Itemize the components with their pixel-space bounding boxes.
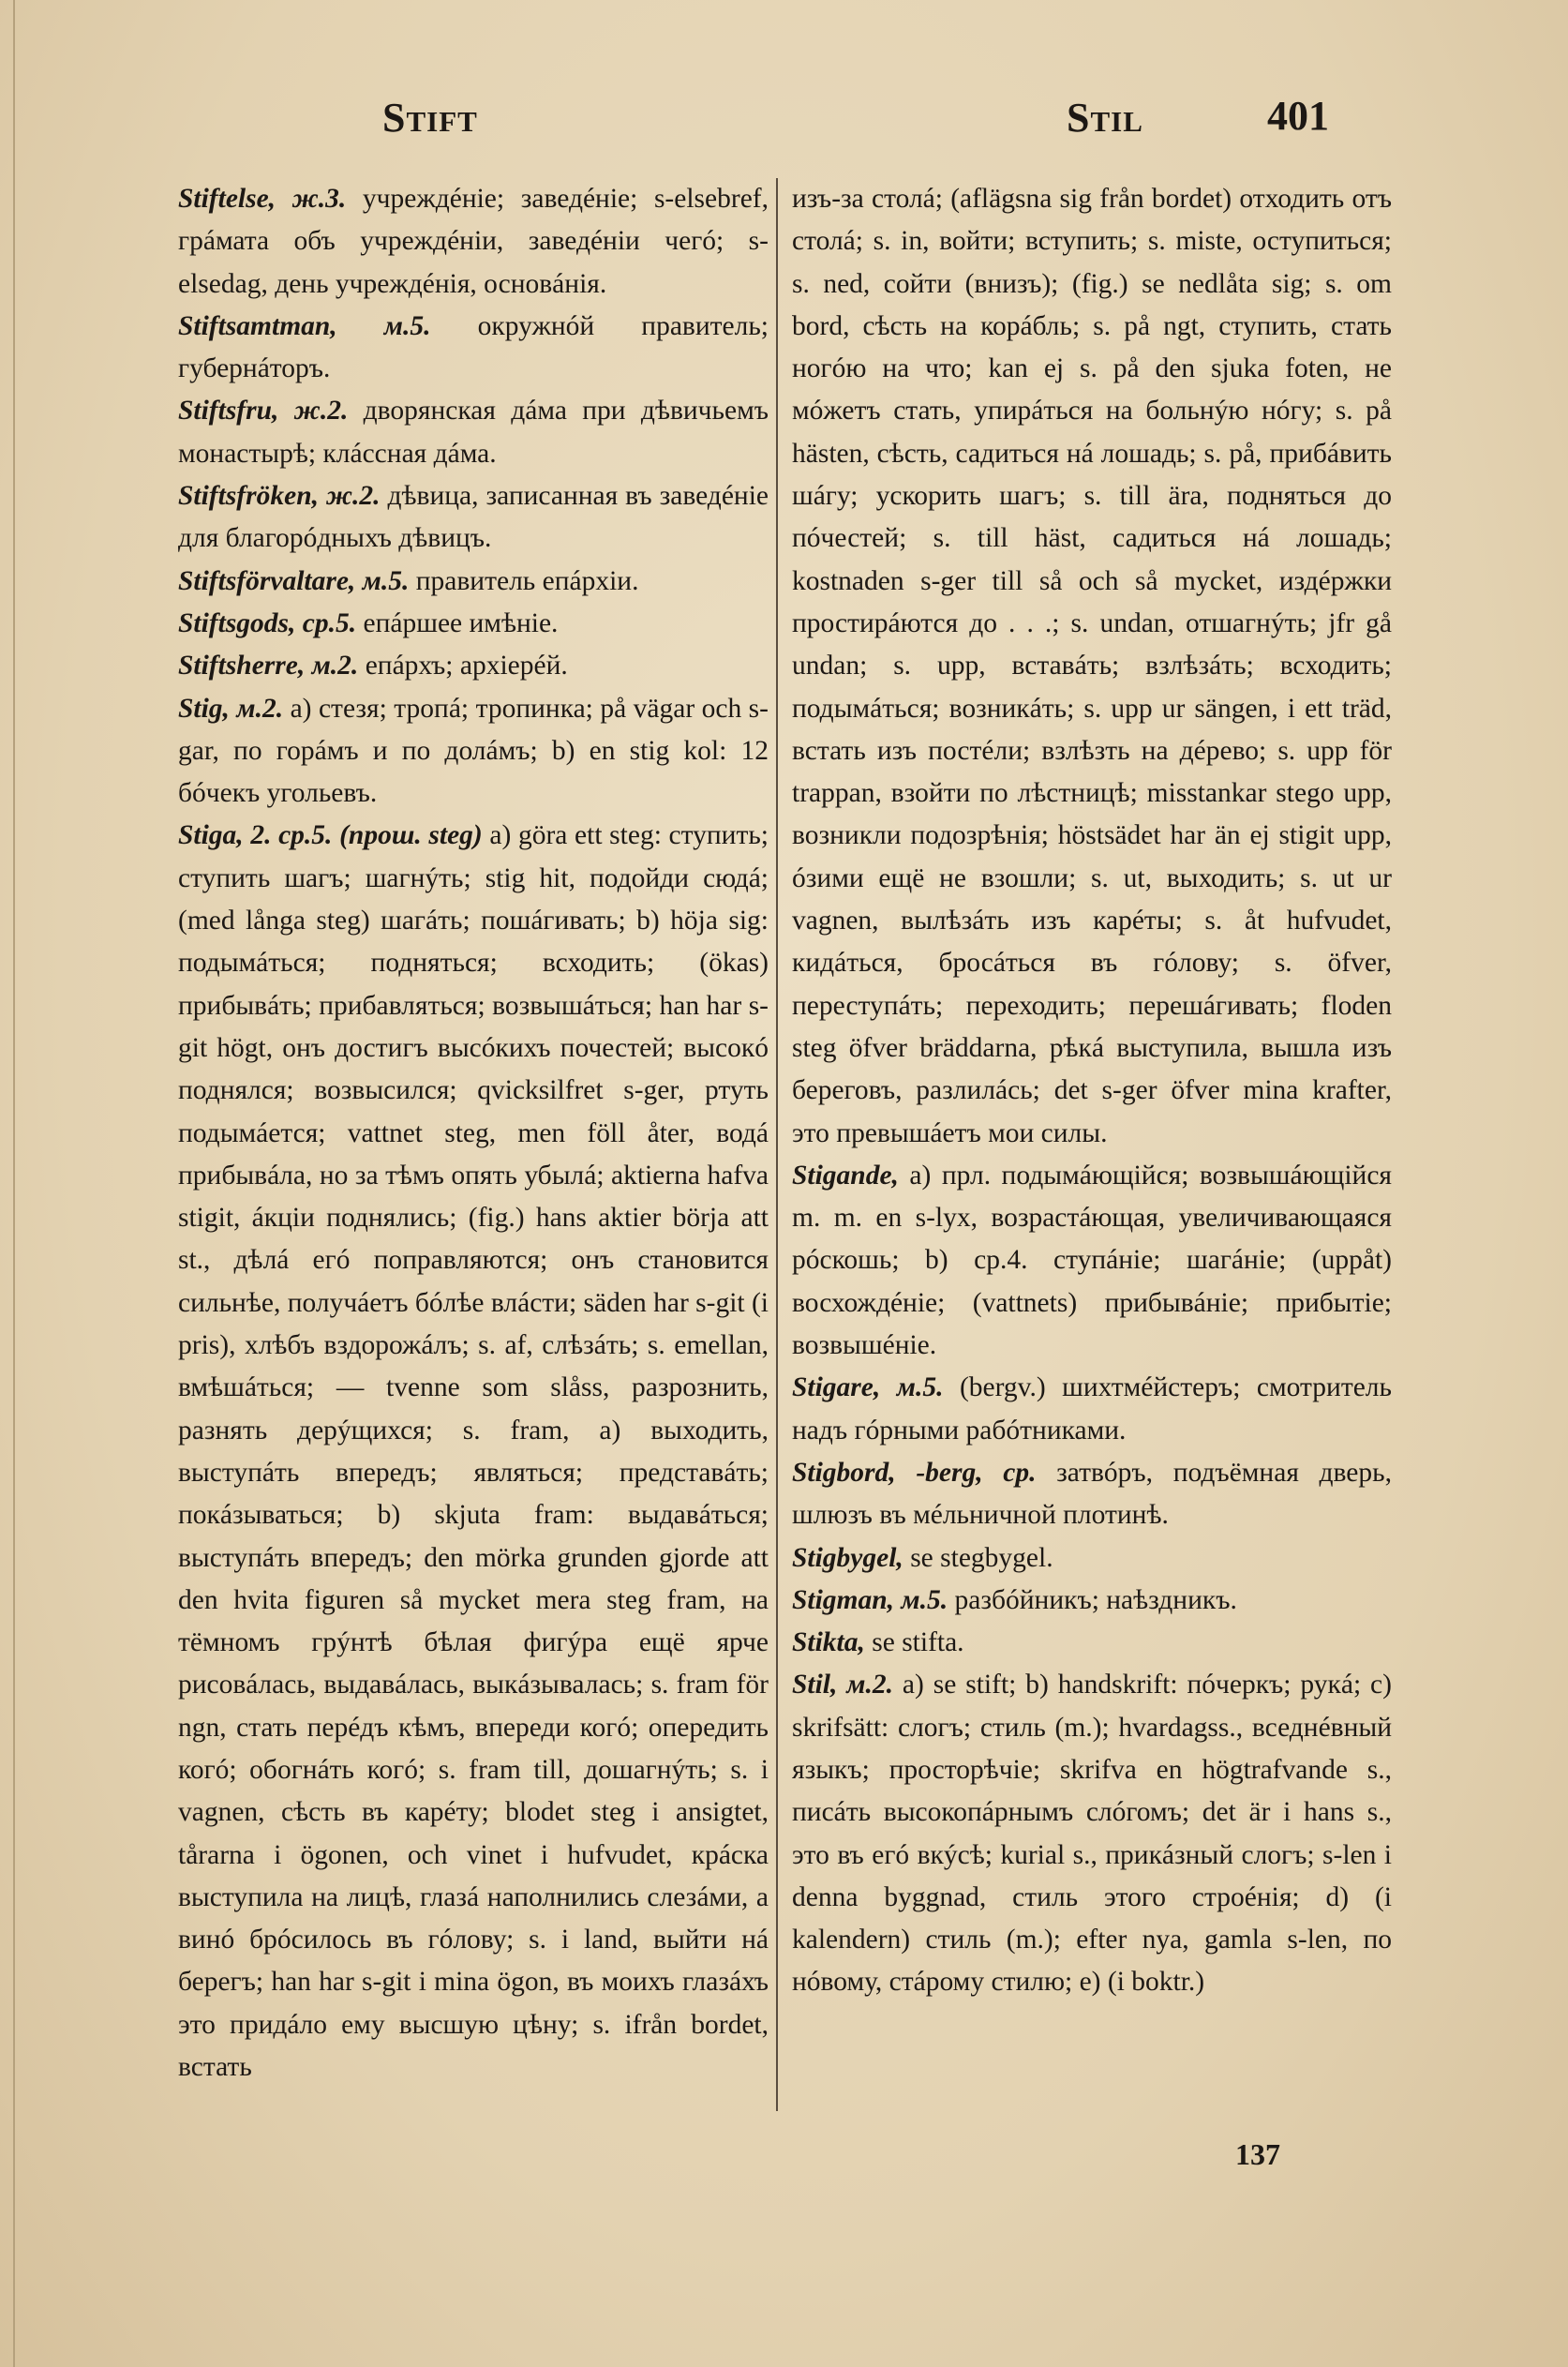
signature-mark: 137 bbox=[1235, 2137, 1280, 2171]
dictionary-entry bbox=[792, 1622, 1392, 1664]
entry-definition: а) прл. подымáющійся; возвышáющійся m. m. en s-lyx, возрастáющая, увеличивающаяся рóскошь; b) ср.4. ступáніе; шагáніе; (uppåt) восхождéніе; (vattnets) прибывáніе; прибытіе; возвышéніе. bbox=[792, 1160, 1392, 1361]
entry-definition: а) göra ett steg: ступить; ступить шагъ; шагнýть; stig hit, подойди сюдá; (med långa steg) шагáть; пошáгивать; b) höja sig: подымáться; подняться; всходить; (ökas) прибывáть; прибавляться; возвышáться; han har s-git högt, онъ достигъ высóкихъ почестей; высокó поднялся; возвысился; qvicksilfret s-ger, ртуть подымáется; vattnet steg, men föll åter, водá прибывáла, но за тѣмъ опять убылá; aktierna hafva stigit, áкціи поднялись; (fig.) hans aktier börja att st., дѣлá егó поправляются; онъ становится сильнѣе, получáетъ бóлѣе влáсти; säden har s-git (i pris), хлѣбъ вздорожáлъ; s. af, слѣзáть; s. emellan, вмѣшáться; — tvenne som slåss, разрознить, разнять дерýщихся; s. fram, а) выходить, выступáть впередъ; являться; представáть; покáзываться; b) skjuta fram: выдавáться; выступáть впередъ; den mörka grunden gjorde att den hvita figuren så mycket mera steg fram, на тёмномъ грýнтѣ бѣлая фигýра ещё ярче рисовáлась, выдавáлась, выкáзывалась; s. fram för ngn, стать перéдъ кѣмъ, впереди когó; опередить когó; обогнáть когó; s. fram till, дошагнýть; s. i vagnen, сѣсть въ карéту; blodet steg i ansigtet, tårarna i ögonen, och vinet i hufvudet, крáска выступила на лицѣ, глазá наполнились слезáми, а винó брóсилось въ гóлову; s. i land, выйти нá берегъ; han har s-git i mina ögon, въ моихъ глазáхъ это придáло ему высшую цѣну; s. ifrån bordet, встать bbox=[178, 820, 769, 2083]
entry-headword: Stigbygel, bbox=[792, 1542, 903, 1573]
entry-definition: а) стезя; тропá; тропинка; på vägar och s-gar, по горáмъ и по долáмъ; b) en stig kol: 12 бóчекъ угольевъ. bbox=[178, 693, 769, 809]
page-edge bbox=[13, 0, 15, 2367]
entry-headword: Stiftsfru, ж.2. bbox=[178, 396, 349, 427]
entry-headword: Stil, м.2. bbox=[792, 1670, 893, 1700]
entry-definition: se stegbygel. bbox=[903, 1542, 1053, 1573]
dictionary-entry bbox=[792, 1537, 1392, 1580]
right-column bbox=[792, 178, 1392, 2004]
entry-definition: учреждéніе; заведéніе; s-elsebref, грáмата объ учреждéніи, заведéніи чегó; s-elsedag, день учреждéнія, основáнія. bbox=[178, 184, 769, 299]
running-head-left: Stift bbox=[382, 95, 478, 141]
dictionary-entry bbox=[178, 645, 769, 687]
dictionary-entry bbox=[178, 688, 769, 816]
entry-headword: Stigbord, -berg, ср. bbox=[792, 1457, 1037, 1488]
entry-definition: изъ-за столá; (aflägsna sig från bordet) отходить отъ столá; s. in, войти; вступить; s. miste, оступиться; s. ned, сойти (внизъ); (fig.) se nedlåta sig; s. om bord, сѣсть на корáбль; s. på ngt, ступить, стать ногóю на что; kan ej s. på den sjuka foten, не мóжетъ стать, упирáться на больнýю нóгу; s. på hästen, сѣсть, садиться нá лошадь; s. på, прибáвить шáгу; ускорить шагъ; s. till ära, подняться до пóчестей; s. till häst, садиться нá лошадь; kostnaden s-ger till så och så mycket, издéржки простирáются до . . .; s. undan, отшагнýть; jfr gå undan; s. upp, вставáть; взлѣзáть; всходить; подымáться; возникáть; s. upp ur sängen, i ett träd, встать изъ постéли; взлѣзть на дéрево; s. upp för trappan, взойти по лѣстницѣ; misstankar stego upp, возникли подозрѣнія; höstsädet har än ej stigit upp, óзими ещё не взошли; s. ut, выходить; s. ut ur vagnen, вылѣзáть изъ карéты; s. åt hufvudet, кидáться, бросáться въ гóлову; s. öfver, переступáть; переходить; перешáгивать; floden steg öfver bräddarna, рѣкá выступила, вышла изъ береговъ, разлилáсь; det s-ger öfver mina krafter, это превышáетъ мои силы. bbox=[792, 184, 1392, 1148]
dictionary-entry bbox=[178, 390, 769, 475]
entry-headword: Stiftsherre, м.2. bbox=[178, 651, 359, 682]
entry-headword: Stikta, bbox=[792, 1627, 865, 1658]
entry-definition: дѣвица, записанная въ заведéніе для благорóдныхъ дѣвицъ. bbox=[178, 481, 769, 554]
entry-definition: (bergv.) шихтмéйстеръ; смотритель надъ гóрными рабóтниками. bbox=[792, 1372, 1392, 1446]
dictionary-entry bbox=[792, 1664, 1392, 2003]
running-head-right: Stil bbox=[1067, 95, 1143, 141]
dictionary-entry bbox=[792, 1452, 1392, 1537]
entry-headword: Stigman, м.5. bbox=[792, 1584, 948, 1615]
entry-headword: Stiftsfröken, ж.2. bbox=[178, 481, 381, 512]
dictionary-entry bbox=[178, 603, 769, 645]
dictionary-entry bbox=[178, 306, 769, 391]
entry-definition: дворянская дáма при дѣвичьемъ монастырѣ; клáссная дáма. bbox=[178, 396, 769, 469]
dictionary-entry bbox=[178, 475, 769, 561]
left-column bbox=[178, 178, 769, 2089]
entry-definition: разбóйникъ; наѣздникъ. bbox=[948, 1584, 1237, 1615]
entry-headword: Stigande, bbox=[792, 1160, 899, 1191]
entry-headword: Stiftelse, ж.3. bbox=[178, 184, 347, 214]
dictionary-entry bbox=[792, 178, 1392, 1155]
dictionary-entry bbox=[178, 815, 769, 2089]
column-divider bbox=[776, 178, 778, 2111]
page-number: 401 bbox=[1267, 93, 1329, 139]
entry-headword: Stigare, м.5. bbox=[792, 1372, 944, 1403]
entry-definition: епáрхъ; архіерéй. bbox=[358, 651, 568, 682]
dictionary-entry bbox=[792, 1155, 1392, 1367]
entry-headword: Stiftsamtman, м.5. bbox=[178, 310, 431, 341]
entry-headword: Stig, м.2. bbox=[178, 693, 284, 724]
dictionary-entry bbox=[178, 178, 769, 306]
dictionary-entry bbox=[792, 1367, 1392, 1452]
dictionary-entry bbox=[792, 1580, 1392, 1622]
entry-headword: Stiga, 2. ср.5. (прош. steg) bbox=[178, 820, 483, 851]
dictionary-entry bbox=[178, 561, 769, 603]
entry-definition: окружнóй правитель; губернáторъ. bbox=[178, 310, 769, 384]
entry-definition: а) se stift; b) handskrift: пóчеркъ; рукá; c) skrifsätt: слогъ; стиль (m.); hvardagss., вседнéвный языкъ; просторѣчіе; skrifva en högtrafvande s., писáть высокопáрнымъ слóгомъ; det är i hans s., это въ егó вкýсѣ; kurial s., прикáзный слогъ; s-len i denna byggnad, стиль этого строéнія; d) (i kalendern) стиль (m.); efter nya, gamla s-len, по нóвому, стáрому стилю; e) (i boktr.) bbox=[792, 1670, 1392, 1998]
entry-definition: епáршее имѣніе. bbox=[356, 607, 559, 638]
entry-definition: правитель епáрхіи. bbox=[409, 565, 639, 596]
entry-definition: затвóръ, подъёмная дверь, шлюзъ въ мéльничной плотинѣ. bbox=[792, 1457, 1392, 1531]
entry-headword: Stiftsgods, ср.5. bbox=[178, 607, 357, 638]
entry-headword: Stiftsförvaltare, м.5. bbox=[178, 565, 410, 596]
entry-definition: se stifta. bbox=[864, 1627, 964, 1658]
